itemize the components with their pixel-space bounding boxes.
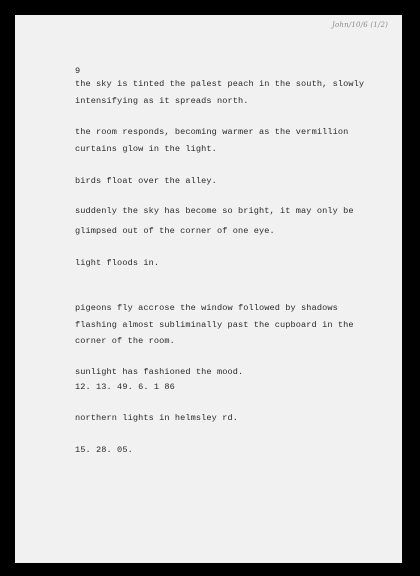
poem-line: intensifying as it spreads north. <box>75 96 249 106</box>
date-line: 12. 13. 49. 6. 1 86 <box>75 382 175 392</box>
poem-line: sunlight has fashioned the mood. <box>75 367 244 377</box>
poem-line: the room responds, becoming warmer as the vermillion <box>75 127 349 137</box>
poem-line: flashing almost subliminally past the cupboard in the <box>75 320 354 330</box>
page-number: 9 <box>75 66 81 76</box>
poem-line: birds float over the alley. <box>75 176 217 186</box>
date-line: 15. 28. 05. <box>75 445 133 455</box>
poem-line: curtains glow in the light. <box>75 144 217 154</box>
poem-line: pigeons fly accrose the window followed by shadows <box>75 303 338 313</box>
poem-line: suddenly the sky has become so bright, it may only be <box>75 206 354 216</box>
poem-line: the sky is tinted the palest peach in the south, slowly <box>75 79 365 89</box>
archive-reference-note: John/10/6 (1/2) <box>332 21 389 29</box>
poem-line: corner of the room. <box>75 336 175 346</box>
poem-line: light floods in. <box>75 258 160 268</box>
poem-line: northern lights in helmsley rd. <box>75 413 238 423</box>
poem-line: glimpsed out of the corner of one eye. <box>75 226 275 236</box>
